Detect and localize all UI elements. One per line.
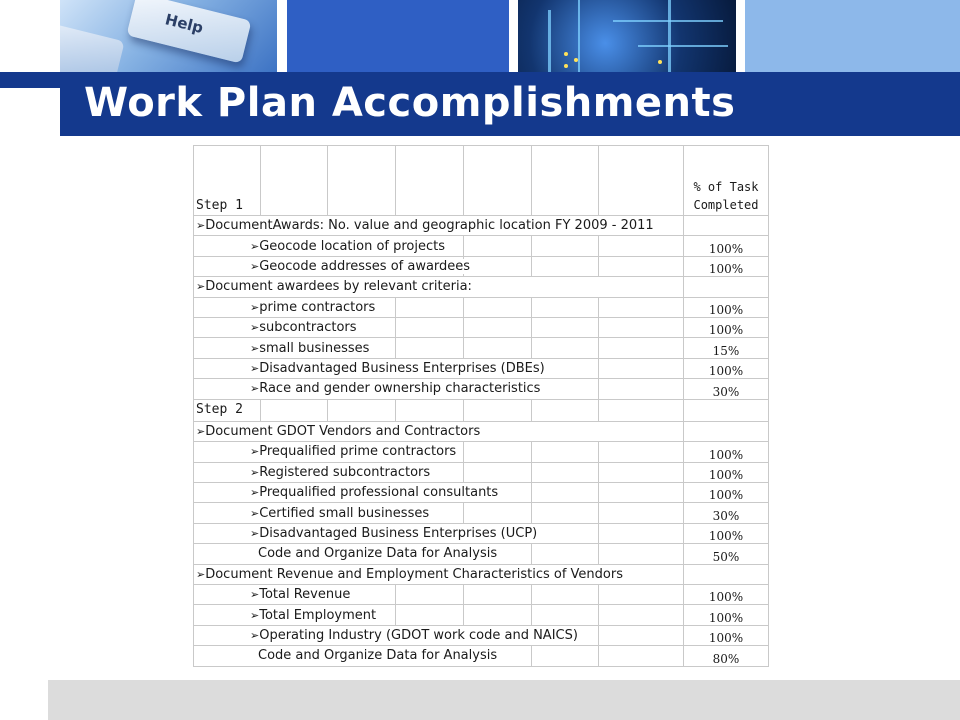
percent-cell: 100% [684, 358, 769, 378]
task-cell [194, 442, 464, 462]
table-row [194, 544, 769, 564]
task-cell [194, 421, 684, 441]
table-row [194, 564, 769, 584]
task-cell [194, 483, 532, 503]
header-image-blue [287, 0, 509, 72]
table-row [194, 442, 769, 462]
task-cell [194, 297, 396, 317]
percent-cell: 30% [684, 503, 769, 523]
page-title: Work Plan Accomplishments [84, 80, 736, 126]
arrow-bullet-icon: ➢ [250, 361, 260, 375]
arrow-bullet-icon: ➢ [250, 527, 260, 541]
arrow-bullet-icon: ➢ [250, 588, 260, 602]
percent-header-line1: % of Task [693, 180, 759, 194]
task-label: Prequalified prime contractors [259, 444, 457, 460]
task-label: DocumentAwards: No. value and geographic location FY 2009 - 2011 [205, 218, 654, 234]
task-cell [194, 544, 532, 564]
task-label: Document awardees by relevant criteria: [205, 279, 472, 295]
task-label: prime contractors [259, 299, 376, 315]
circuit-trace [578, 0, 580, 72]
arrow-bullet-icon: ➢ [196, 567, 206, 581]
arrow-bullet-icon: ➢ [250, 629, 260, 642]
task-cell [194, 585, 396, 605]
task-cell [194, 317, 396, 337]
table-row [194, 256, 769, 276]
help-key-label: Help [163, 10, 206, 38]
arrow-bullet-icon: ➢ [196, 425, 206, 439]
percent-cell: 100% [684, 523, 769, 543]
task-cell [194, 503, 464, 523]
task-label: Geocode addresses of awardees [259, 258, 471, 274]
task-cell [194, 358, 599, 378]
arrow-bullet-icon: ➢ [250, 382, 260, 396]
task-label: Total Revenue [259, 587, 351, 603]
arrow-bullet-icon: ➢ [250, 300, 260, 314]
task-label: Prequalified professional consultants [259, 485, 499, 501]
task-cell [194, 605, 396, 625]
table-row-step-2 [194, 399, 769, 421]
arrow-bullet-icon: ➢ [250, 259, 260, 273]
percent-cell: 100% [684, 625, 769, 645]
percent-cell: 100% [684, 317, 769, 337]
task-label: Geocode location of projects [259, 238, 445, 254]
percent-cell: 15% [684, 338, 769, 358]
table-row [194, 483, 769, 503]
percent-cell: 100% [684, 236, 769, 256]
arrow-bullet-icon: ➢ [250, 341, 260, 355]
task-label: Document Revenue and Employment Characteristics of Vendors [205, 566, 623, 582]
table-row [194, 646, 769, 666]
task-label: Code and Organize Data for Analysis [258, 648, 498, 664]
task-cell [194, 256, 471, 276]
task-cell [194, 462, 464, 482]
help-key-shape [126, 0, 251, 64]
percent-cell [684, 216, 769, 236]
percent-cell: 100% [684, 256, 769, 276]
percent-cell [684, 421, 769, 441]
percent-header-line2: Completed [693, 198, 759, 212]
keyboard-key-shape [60, 20, 125, 72]
arrow-bullet-icon: ➢ [196, 280, 206, 294]
work-plan-table [193, 145, 769, 667]
percent-cell: 100% [684, 462, 769, 482]
percent-cell: 100% [684, 297, 769, 317]
table-row [194, 605, 769, 625]
arrow-bullet-icon: ➢ [250, 321, 260, 335]
table-row [194, 462, 769, 482]
percent-cell: 100% [684, 483, 769, 503]
arrow-bullet-icon: ➢ [250, 506, 260, 520]
task-label: Disadvantaged Business Enterprises (UCP) [259, 526, 538, 542]
table-row [194, 277, 769, 297]
task-cell [194, 338, 396, 358]
task-cell [194, 523, 599, 543]
task-label: Certified small businesses [259, 505, 430, 521]
footer-bar [48, 680, 960, 720]
table-row [194, 236, 769, 256]
table-row [194, 338, 769, 358]
task-cell [194, 277, 684, 297]
task-label: Operating Industry (GDOT work code and NAICS) [259, 628, 578, 643]
circuit-led [658, 60, 662, 64]
table-row [194, 216, 769, 236]
circuit-trace [668, 0, 671, 72]
header-image-keyboard [60, 0, 277, 72]
circuit-trace [638, 45, 728, 47]
table-row [194, 523, 769, 543]
percent-cell [684, 564, 769, 584]
step-1-label: Step 1 [194, 146, 261, 216]
arrow-bullet-icon: ➢ [250, 608, 260, 622]
arrow-bullet-icon: ➢ [250, 445, 260, 459]
percent-cell: 30% [684, 379, 769, 399]
circuit-led [564, 64, 568, 68]
circuit-led [564, 52, 568, 56]
arrow-bullet-icon: ➢ [250, 239, 260, 253]
table-row [194, 379, 769, 399]
task-cell [194, 379, 599, 399]
arrow-bullet-icon: ➢ [250, 486, 260, 500]
table-row [194, 585, 769, 605]
table-header-row [194, 146, 769, 216]
percent-cell: 50% [684, 544, 769, 564]
task-label: Total Employment [259, 607, 377, 623]
task-cell [194, 625, 599, 645]
table-row [194, 625, 769, 645]
task-cell [194, 564, 684, 584]
task-cell [194, 236, 464, 256]
task-cell [194, 646, 532, 666]
step-2-label: Step 2 [194, 399, 261, 421]
table-row [194, 421, 769, 441]
task-label: Disadvantaged Business Enterprises (DBEs) [259, 360, 545, 376]
table-row [194, 503, 769, 523]
title-bar-accent [0, 88, 60, 136]
task-label: Code and Organize Data for Analysis [258, 546, 498, 562]
circuit-trace [548, 10, 551, 72]
percent-cell: 100% [684, 605, 769, 625]
percent-cell: 80% [684, 646, 769, 666]
table-row [194, 358, 769, 378]
percent-cell: 100% [684, 442, 769, 462]
task-label: Document GDOT Vendors and Contractors [205, 424, 481, 440]
table-row [194, 317, 769, 337]
task-cell [194, 216, 684, 236]
header-image-circuit [518, 0, 736, 72]
circuit-led [574, 58, 578, 62]
percent-completed-header [684, 146, 769, 216]
table-row [194, 297, 769, 317]
task-label: Registered subcontractors [259, 464, 431, 480]
task-label: small businesses [259, 340, 370, 356]
percent-cell [684, 277, 769, 297]
header-image-light-blue [745, 0, 960, 72]
task-label: Race and gender ownership characteristics [259, 381, 541, 397]
arrow-bullet-icon: ➢ [250, 465, 260, 479]
percent-cell: 100% [684, 585, 769, 605]
task-label: subcontractors [259, 320, 357, 336]
arrow-bullet-icon: ➢ [196, 219, 206, 233]
